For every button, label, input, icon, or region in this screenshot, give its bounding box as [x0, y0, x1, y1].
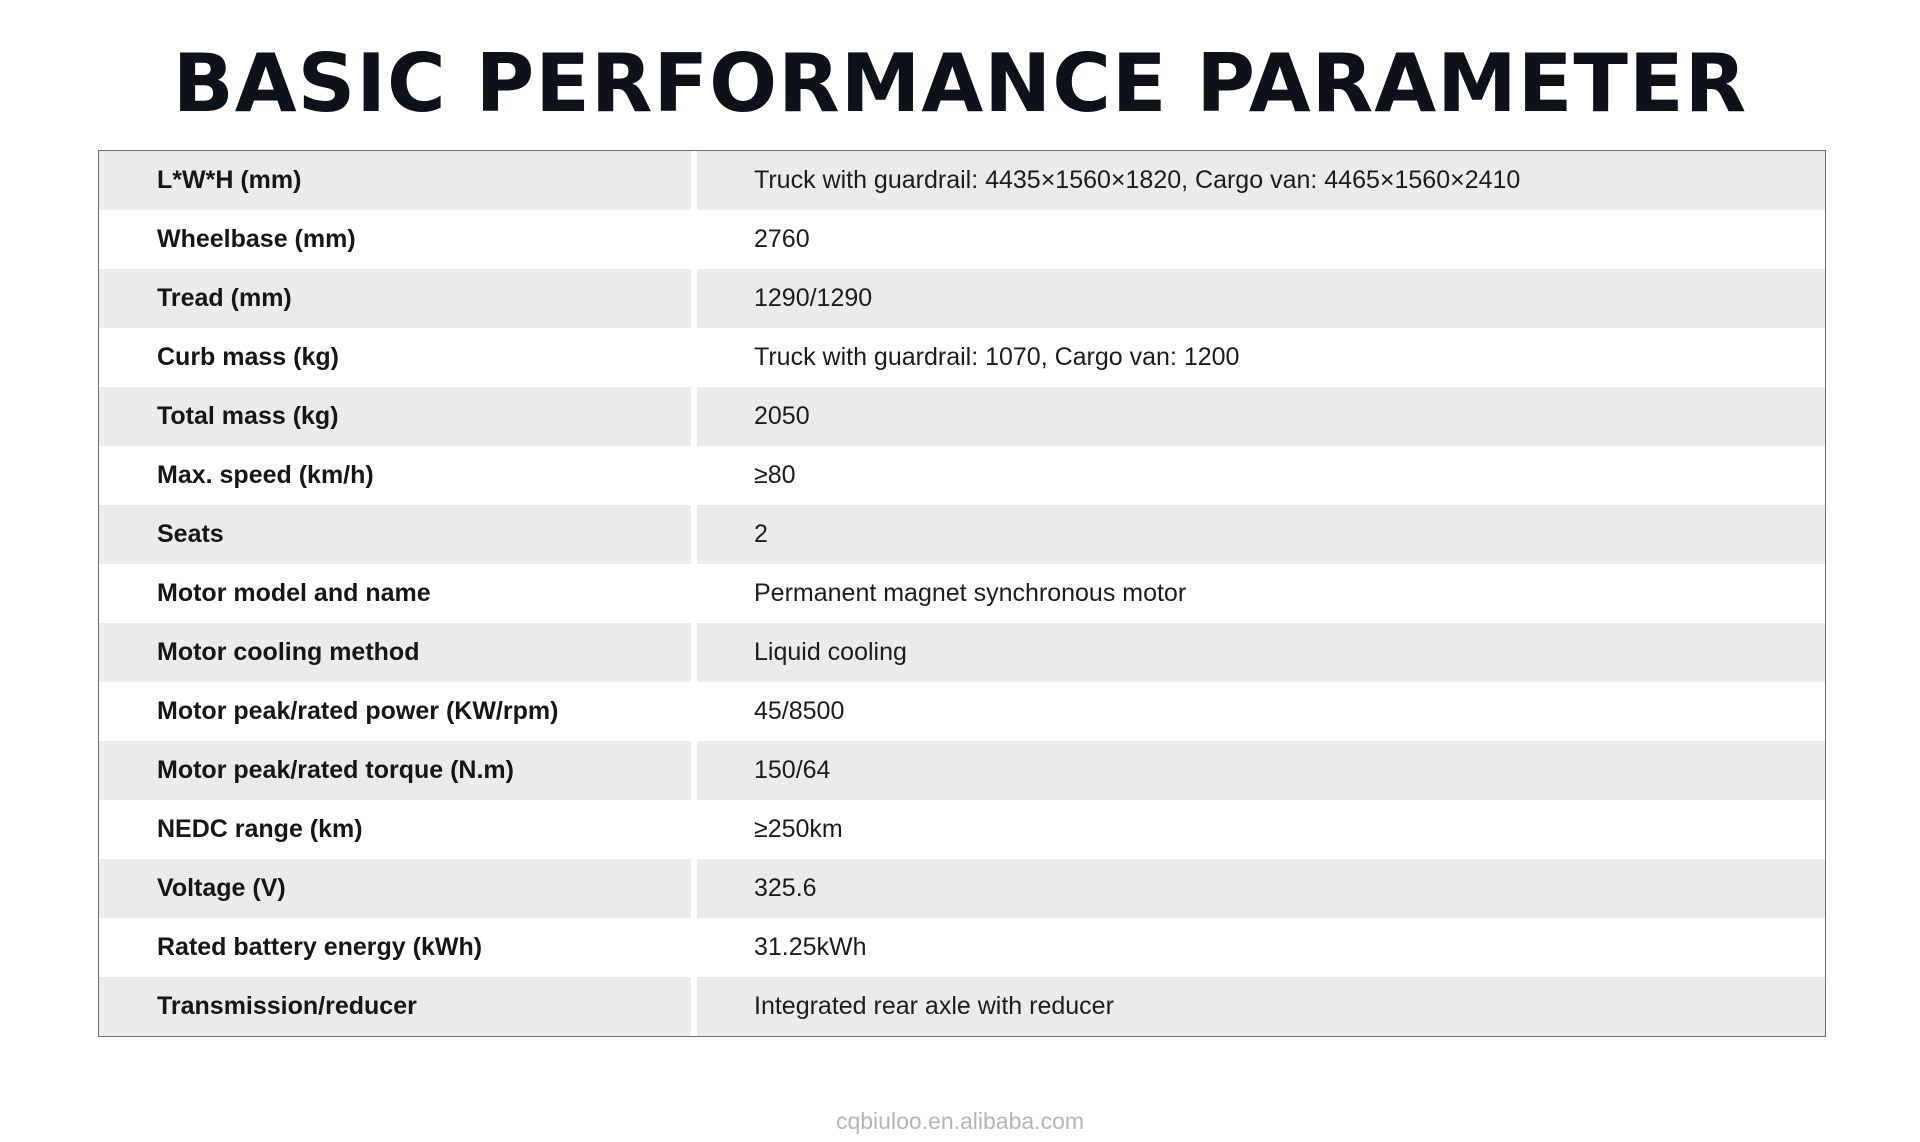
spec-label: Transmission/reducer — [99, 977, 697, 1036]
spec-label: Motor cooling method — [99, 623, 697, 682]
spec-value: 2 — [754, 520, 768, 548]
table-row — [99, 269, 1825, 328]
spec-label: Max. speed (km/h) — [99, 446, 697, 505]
table-row — [99, 505, 1825, 564]
spec-value: 2760 — [754, 225, 810, 253]
spec-label: Curb mass (kg) — [99, 328, 697, 387]
spec-label: Voltage (V) — [99, 859, 697, 918]
spec-label: Wheelbase (mm) — [99, 210, 697, 269]
spec-value: 325.6 — [754, 874, 817, 902]
spec-label: NEDC range (km) — [99, 800, 697, 859]
spec-value: ≥80 — [754, 461, 796, 489]
spec-value: 2050 — [754, 402, 810, 430]
spec-label: Motor model and name — [99, 564, 697, 623]
spec-label: Seats — [99, 505, 697, 564]
spec-value: Truck with guardrail: 4435×1560×1820, Cargo van: 4465×1560×2410 — [754, 166, 1521, 194]
spec-value: ≥250km — [754, 815, 843, 843]
spec-value: Integrated rear axle with reducer — [754, 992, 1114, 1020]
table-row — [99, 800, 1825, 859]
table-row — [99, 623, 1825, 682]
table-row — [99, 328, 1825, 387]
spec-label: Motor peak/rated power (KW/rpm) — [99, 682, 697, 741]
spec-label: Motor peak/rated torque (N.m) — [99, 741, 697, 800]
spec-value: 31.25kWh — [754, 933, 867, 961]
spec-label: Total mass (kg) — [99, 387, 697, 446]
table-row — [99, 977, 1825, 1036]
spec-label: L*W*H (mm) — [99, 151, 697, 210]
table-row — [99, 741, 1825, 800]
table-row — [99, 918, 1825, 977]
spec-value: 150/64 — [754, 756, 831, 784]
table-row — [99, 210, 1825, 269]
footer-watermark: cqbiuloo.en.alibaba.com — [835, 1108, 1085, 1134]
spec-value: 1290/1290 — [754, 284, 873, 312]
spec-label: Tread (mm) — [99, 269, 697, 328]
table-row — [99, 682, 1825, 741]
table-row — [99, 446, 1825, 505]
spec-value: Liquid cooling — [754, 638, 907, 666]
spec-value: 45/8500 — [754, 697, 845, 725]
page-title: BASIC PERFORMANCE PARAMETER — [172, 37, 1748, 130]
spec-table — [98, 150, 1826, 1037]
table-row — [99, 387, 1825, 446]
table-row — [99, 564, 1825, 623]
spec-value: Permanent magnet synchronous motor — [754, 579, 1187, 607]
table-row — [99, 859, 1825, 918]
spec-value: Truck with guardrail: 1070, Cargo van: 1200 — [754, 343, 1240, 371]
table-row — [99, 151, 1825, 210]
spec-label: Rated battery energy (kWh) — [99, 918, 697, 977]
